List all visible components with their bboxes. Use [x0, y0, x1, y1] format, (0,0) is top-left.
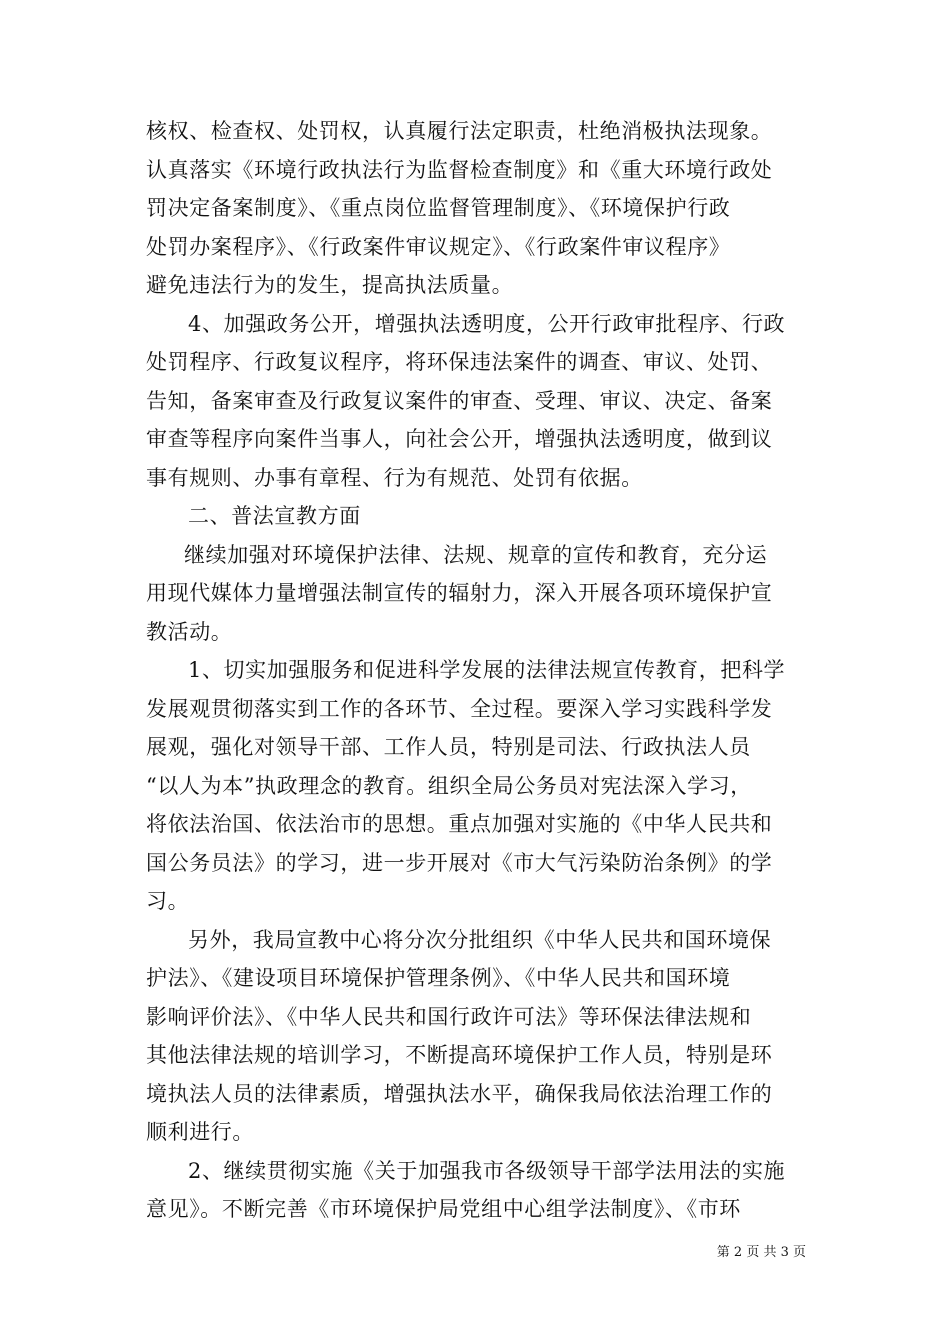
text-line: 罚决定备案制度》、《重点岗位监督管理制度》、《环境保护行政: [146, 196, 731, 220]
text-line: 顺利进行。: [146, 1120, 254, 1144]
page-number-footer: 第 2 页 共 3 页: [716, 1245, 806, 1260]
paragraph-start-line: 继续加强对环境保护法律、法规、规章的宣传和教育，充分运: [184, 542, 768, 567]
text-line: 发展观贯彻落实到工作的各环节、全过程。要深入学习实践科学发: [146, 696, 773, 721]
text-line: 意见》。不断完善《市环境保护局党组中心组学法制度》、《市环: [146, 1197, 741, 1221]
text-line: “以人为本”执政理念的教育。组织全局公务员对宪法深入学习，: [146, 773, 752, 798]
text-line: 用现代媒体力量增强法制宣传的辐射力，深入开展各项环境保护宣: [146, 581, 773, 605]
paragraph-start-line: 另外，我局宣教中心将分次分批组织《中华人民共和国环境保: [188, 927, 772, 952]
text-line: 处罚办案程序》、《行政案件审议规定》、《行政案件审议程序》: [146, 234, 731, 259]
paragraph-start-line: 1、切实加强服务和促进科学发展的法律法规宣传教育，把科学: [188, 658, 786, 682]
text-line: 将依法治国、依法治市的思想。重点加强对实施的《中华人民共和: [146, 812, 773, 836]
paragraph-start-line: 4、加强政务公开，增强执法透明度，公开行政审批程序、行政: [188, 311, 786, 336]
body-text: [146, 112, 806, 1229]
text-line: 国公务员法》的学习，进一步开展对《市大气污染防治条例》的学: [146, 850, 773, 875]
text-line: 认真落实《环境行政执法行为监督检查制度》和《重大环境行政处: [146, 157, 773, 182]
text-line: 事有规则、办事有章程、行为有规范、处罚有依据。: [146, 465, 643, 490]
section-heading: 二、普法宣教方面: [188, 504, 361, 528]
text-line: 审查等程序向案件当事人，向社会公开，增强执法透明度，做到议: [146, 427, 773, 451]
text-line: 教活动。: [146, 619, 233, 644]
text-line: 境执法人员的法律素质，增强执法水平，确保我局依法治理工作的: [146, 1081, 773, 1106]
paragraph-start-line: 2、继续贯彻实施《关于加强我市各级领导干部学法用法的实施: [188, 1158, 786, 1183]
text-line: 护法》、《建设项目环境保护管理条例》、《中华人民共和国环境: [146, 966, 731, 990]
text-line: 核权、检查权、处罚权，认真履行法定职责，杜绝消极执法现象。: [146, 119, 773, 143]
text-line: 习。: [146, 889, 190, 913]
text-line: 避免违法行为的发生，提高执法质量。: [146, 273, 514, 297]
text-line: 展观，强化对领导干部、工作人员，特别是司法、行政执法人员: [146, 735, 751, 759]
text-line: 影响评价法》、《中华人民共和国行政许可法》等环保法律法规和: [146, 1004, 752, 1029]
text-line: 处罚程序、行政复议程序，将环保违法案件的调查、审议、处罚、: [146, 350, 773, 374]
text-line: 告知，备案审查及行政复议案件的审查、受理、审议、决定、备案: [146, 388, 773, 413]
text-line: 其他法律法规的培训学习，不断提高环境保护工作人员，特别是环: [146, 1043, 773, 1067]
